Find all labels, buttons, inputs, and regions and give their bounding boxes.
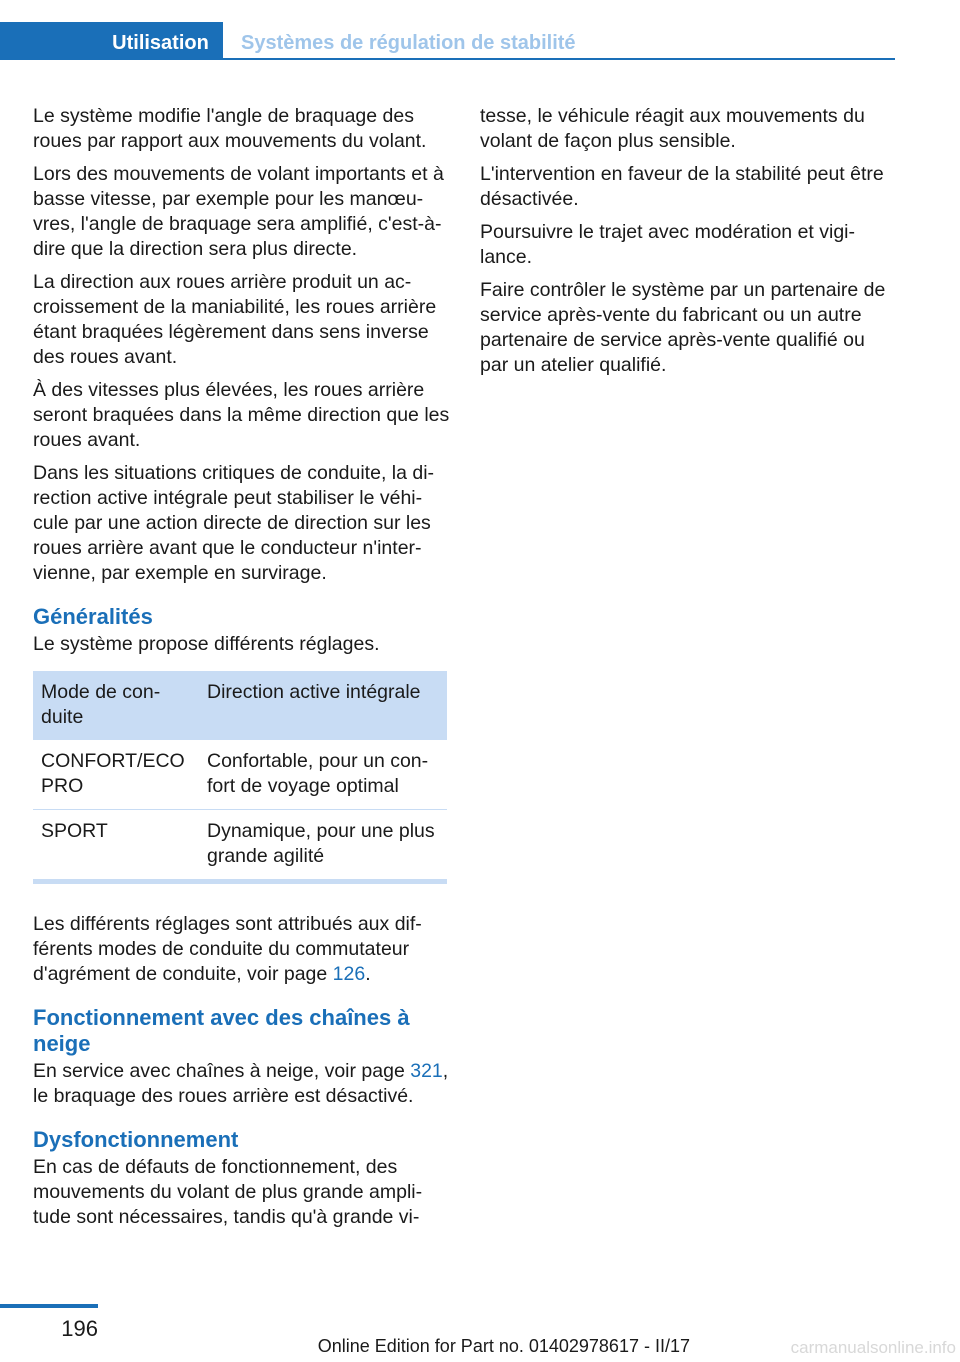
watermark: carmanualsonline.info xyxy=(790,1338,956,1357)
paragraph xyxy=(33,912,451,987)
heading-chaines-neige: Fonctionnement avec des chaînes à neige xyxy=(33,1005,410,1056)
paragraph-text: Les différents réglages sont attribués aux dif‐férents modes de conduite du commutateur d'agrément de conduite, voir page xyxy=(33,913,422,985)
paragraph-text: . xyxy=(365,963,371,985)
header-tab-utilisation[interactable]: Utilisation xyxy=(98,22,223,60)
paragraph: tesse, le véhicule réagit aux mouvements du volant de façon plus sensible. xyxy=(480,105,865,152)
modes-table xyxy=(33,671,447,884)
paragraph: Le système modifie l'angle de braquage des roues par rapport aux mouvements du volant. xyxy=(33,105,427,152)
header-accent-bar xyxy=(0,22,98,60)
page-link[interactable]: 321 xyxy=(410,1060,443,1082)
paragraph xyxy=(33,1059,451,1109)
table-cell: Dynamique, pour une plus grande agilité xyxy=(199,810,447,882)
table-header-row xyxy=(33,671,447,740)
left-column xyxy=(33,104,451,1238)
page-header xyxy=(0,0,960,62)
paragraph: Dans les situations critiques de conduite, la di‐rection active intégrale peut stabiliser le véhi‐cule par une action directe de direction sur les roues arrière avant que le conducteur n'inter‐vienne, par exemple en survirage. xyxy=(33,462,435,584)
paragraph: Faire contrôler le système par un partenaire de service après-vente du fabricant ou un autre partenaire de service après-vente qualifié ou par un atelier qualifié. xyxy=(480,279,886,376)
edition-note: Online Edition for Part no. 01402978617 - II/17 xyxy=(317,1336,690,1356)
header-section-title[interactable]: Systèmes de régulation de stabilité xyxy=(241,32,576,54)
paragraph: En cas de défauts de fonctionnement, des mouvements du volant de plus grande ampli‐tude sont nécessaires, tandis qu'à grande vi‐ xyxy=(33,1156,423,1228)
page-number: 196 xyxy=(61,1316,98,1341)
header-rule xyxy=(223,58,895,60)
table-cell: CONFORT/ECO PRO xyxy=(33,740,199,810)
heading-dysfonctionnement: Dysfonctionnement xyxy=(33,1127,239,1152)
right-column xyxy=(480,104,898,386)
table-cell: Confortable, pour un con‐fort de voyage optimal xyxy=(199,740,447,810)
table-row xyxy=(33,810,447,882)
paragraph: Lors des mouvements de volant importants et à basse vitesse, par exemple pour les manœu‐vres, l'angle de braquage sera amplifié, c'est-à-dire que la direction sera plus directe. xyxy=(33,163,444,260)
paragraph: La direction aux roues arrière produit un ac‐croissement de la maniabilité, les roues arrière étant braquées légèrement dans sens inverse des roues avant. xyxy=(33,271,437,368)
paragraph: À des vitesses plus élevées, les roues arrière seront braquées dans la même direction que les roues avant. xyxy=(33,379,450,451)
paragraph-text: En service avec chaînes à neige, voir page xyxy=(33,1060,411,1082)
paragraph: Le système propose différents réglages. xyxy=(33,633,380,655)
table-header-cell: Direction active intégrale xyxy=(199,671,447,740)
paragraph: L'intervention en faveur de la stabilité peut être désactivée. xyxy=(480,163,884,210)
paragraph: Poursuivre le trajet avec modération et vigi‐lance. xyxy=(480,221,856,268)
page-link[interactable]: 126 xyxy=(332,963,366,985)
paragraph-text: , le braquage des roues arrière est désactivé. xyxy=(33,1060,449,1107)
table-cell: SPORT xyxy=(33,810,199,882)
footer-rule xyxy=(0,1304,98,1308)
table-row xyxy=(33,740,447,810)
heading-generalites: Généralités xyxy=(33,604,153,629)
table-header-cell: Mode de con‐duite xyxy=(33,671,199,740)
